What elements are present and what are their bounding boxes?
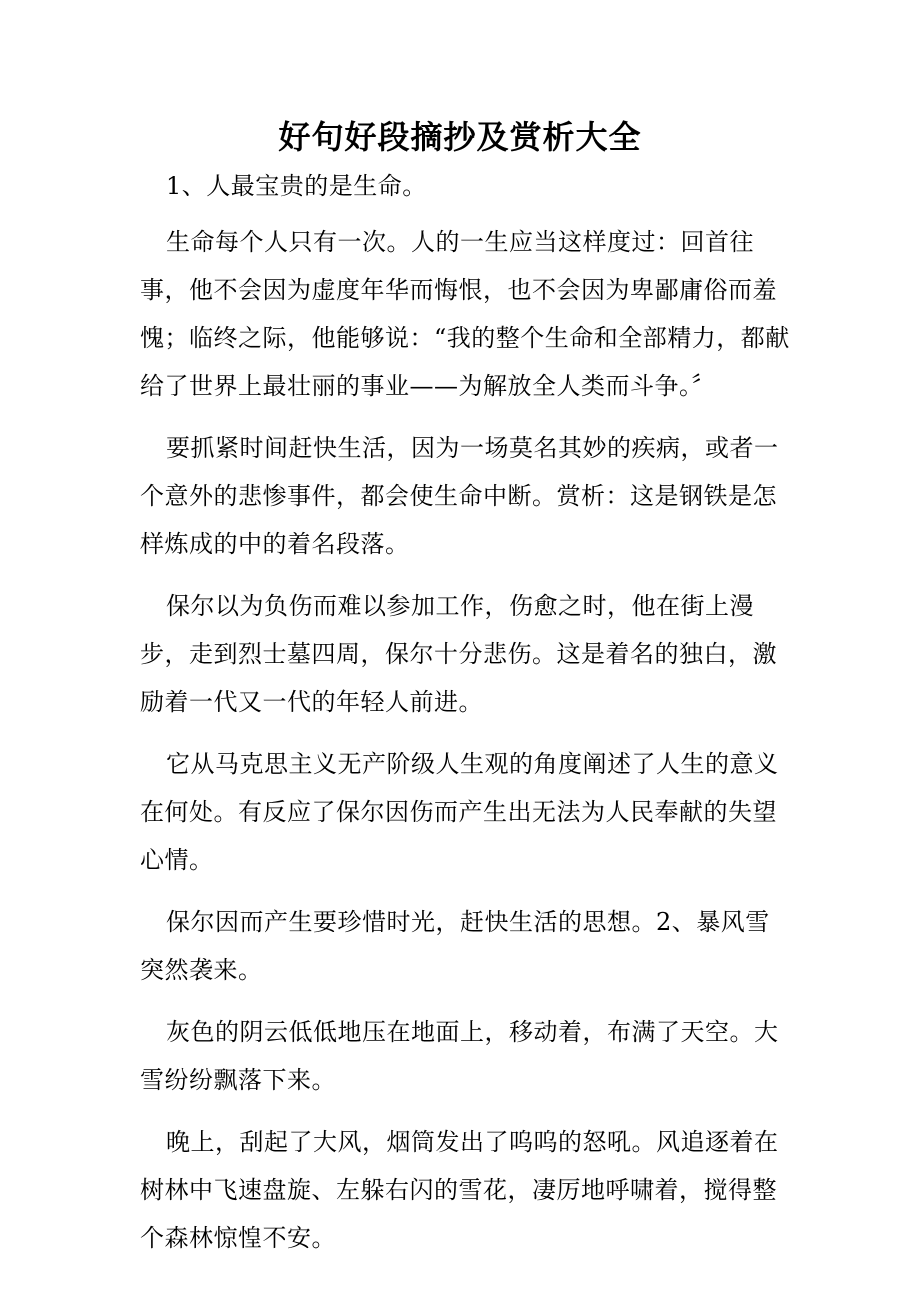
paragraph-7: 灰色的阴云低低地压在地面上，移动着，布满了天空。大雪纷纷飘落下来。 <box>140 1018 779 1094</box>
document-title: 好句好段摘抄及赏析大全 <box>278 118 642 156</box>
paragraph-4: 保尔以为负伤而难以参加工作，伤愈之时，他在街上漫步，走到烈士墓四周，保尔十分悲伤。这是着名的独白，激励着一代又一代的年轻人前进。 <box>140 592 777 716</box>
paragraph-3: 要抓紧时间赶快生活，因为一场莫名其妙的疾病，或者一个意外的悲惨事件，都会使生命中断。赏析：这是钢铁是怎样炼成的中的着名段落。 <box>140 434 779 558</box>
document-body <box>140 162 790 1276</box>
paragraph-6: 保尔因而产生要珍惜时光，赶快生活的思想。2、暴风雪突然袭来。 <box>140 908 770 984</box>
paragraph-5: 它从马克思主义无产阶级人生观的角度阐述了人生的意义在何处。有反应了保尔因伤而产生出无法为人民奉献的失望心情。 <box>140 750 779 874</box>
paragraph-2: 生命每个人只有一次。人的一生应当这样度过：回首往事，他不会因为虚度年华而悔恨，也不会因为卑鄙庸俗而羞愧；临终之际，他能够说：“我的整个生命和全部精力，都献给了世界上最壮丽的事业——为解放全人类而斗争。〞 <box>140 228 790 400</box>
paragraph-1: 1、人最宝贵的是生命。 <box>166 172 427 200</box>
paragraph-8: 晚上，刮起了大风，烟筒发出了呜呜的怒吼。风追逐着在树林中飞速盘旋、左躲右闪的雪花，凄厉地呼啸着，搅得整个森林惊惶不安。 <box>140 1128 779 1252</box>
